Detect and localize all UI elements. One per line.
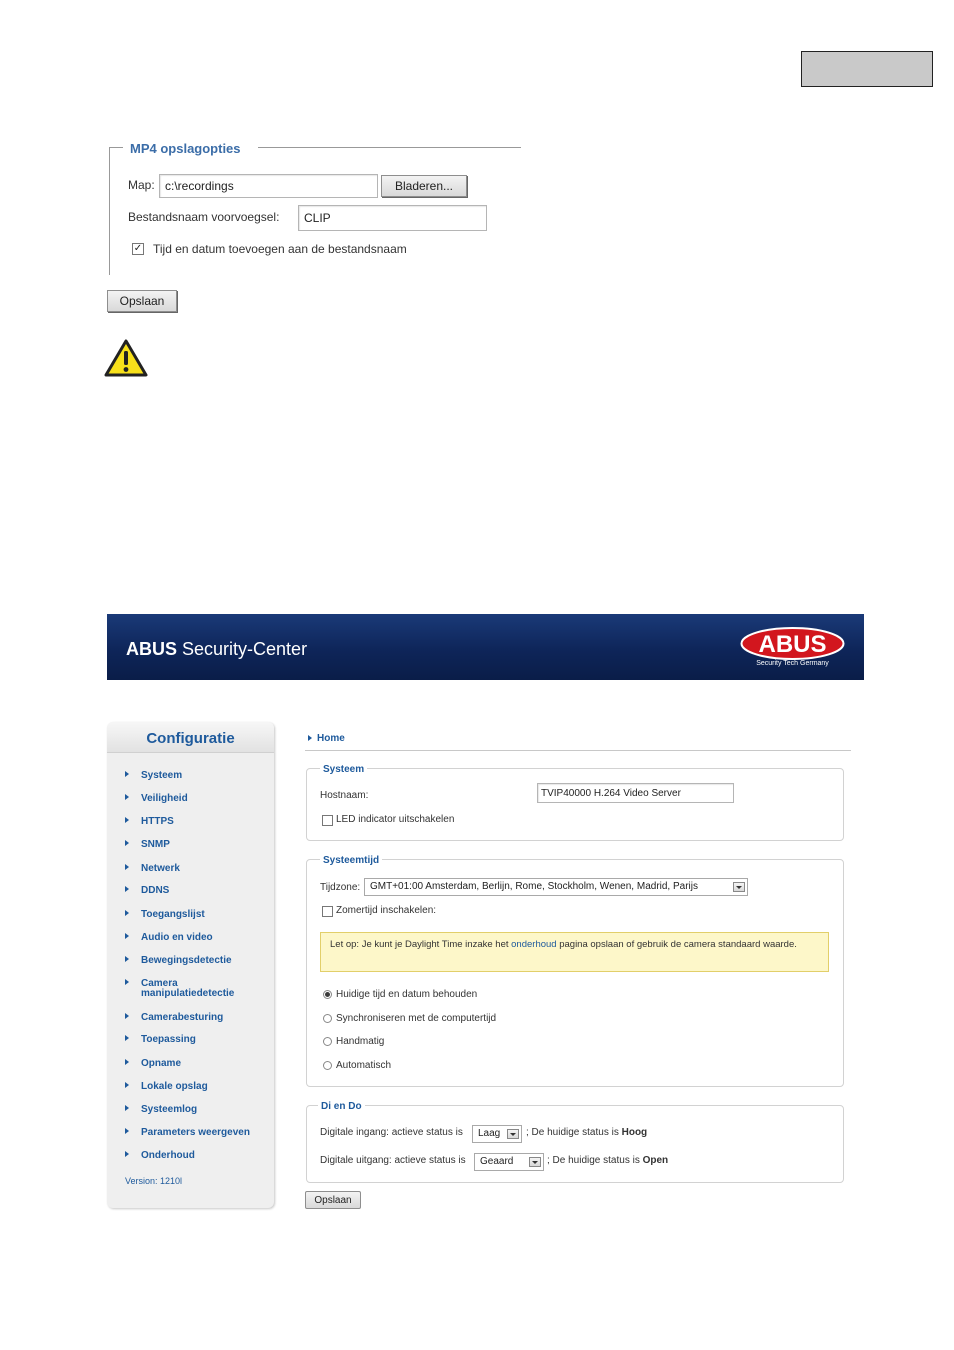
hostname-label: Hostnaam: <box>320 790 369 801</box>
digital-input-status: ; De huidige status is Hoog <box>526 1127 648 1138</box>
maintenance-link[interactable]: onderhoud <box>511 939 557 950</box>
save-button[interactable]: Opslaan <box>305 1191 361 1209</box>
radio-manual[interactable] <box>323 1037 332 1046</box>
digital-input-select[interactable]: Laag <box>472 1125 522 1143</box>
chevron-right-icon <box>125 1035 129 1041</box>
chevron-right-icon <box>125 1082 129 1088</box>
logo-subtext: Security Tech Germany <box>756 660 829 667</box>
hostname-input[interactable] <box>537 783 734 803</box>
breadcrumb-home[interactable]: Home <box>317 733 345 744</box>
page-marker-box <box>801 51 933 87</box>
mp4-fieldset-border-top <box>109 147 123 148</box>
svg-text:ABUS: ABUS <box>758 631 827 658</box>
abus-logo <box>740 627 845 660</box>
dst-checkbox[interactable] <box>322 906 333 917</box>
digital-output-label: Digitale uitgang: actieve status is <box>320 1155 466 1166</box>
chevron-right-icon <box>125 1128 129 1134</box>
chevron-down-icon <box>733 882 745 892</box>
dst-checkbox-label: Zomertijd inschakelen: <box>336 905 437 916</box>
chevron-right-icon <box>125 956 129 962</box>
mp4-save-button[interactable]: Opslaan <box>107 290 177 312</box>
led-checkbox[interactable] <box>322 815 333 826</box>
prefix-label: Bestandsnaam voorvoegsel: <box>128 210 280 224</box>
dio-fieldset <box>306 1105 844 1183</box>
timezone-select[interactable]: GMT+01:00 Amsterdam, Berlijn, Rome, Stockholm, Wenen, Madrid, Parijs <box>364 878 748 896</box>
systemtime-legend: Systeemtijd <box>320 855 382 866</box>
chevron-right-icon <box>125 1151 129 1157</box>
chevron-right-icon <box>125 794 129 800</box>
prefix-input[interactable] <box>298 205 487 231</box>
map-label: Map: <box>128 178 155 192</box>
radio-automatic-label: Automatisch <box>336 1060 392 1071</box>
warning-icon <box>103 338 149 378</box>
browse-button[interactable]: Bladeren... <box>381 175 467 197</box>
mp4-fieldset-border <box>109 147 110 275</box>
system-legend: Systeem <box>320 764 367 775</box>
chevron-right-icon <box>308 735 312 741</box>
chevron-right-icon <box>125 933 129 939</box>
app-title: ABUS Security-Center <box>126 639 308 659</box>
system-fieldset <box>306 768 844 841</box>
radio-keep-time[interactable] <box>323 990 332 999</box>
breadcrumb-divider <box>305 750 851 751</box>
digital-input-label: Digitale ingang: actieve status is <box>320 1127 463 1138</box>
dio-legend: Di en Do <box>318 1101 365 1112</box>
chevron-right-icon <box>125 910 129 916</box>
mp4-legend: MP4 opslagopties <box>130 141 241 156</box>
chevron-right-icon <box>125 771 129 777</box>
timestamp-checkbox-label: Tijd en datum toevoegen aan de bestandsnaam <box>153 242 407 256</box>
chevron-right-icon <box>125 1059 129 1065</box>
chevron-right-icon <box>125 1013 129 1019</box>
radio-keep-time-label: Huidige tijd en datum behouden <box>336 989 478 1000</box>
chevron-right-icon <box>125 1105 129 1111</box>
led-checkbox-label: LED indicator uitschakelen <box>336 814 455 825</box>
timestamp-checkbox[interactable]: ✓ <box>133 243 143 254</box>
radio-manual-label: Handmatig <box>336 1036 385 1047</box>
version-label: Version: 1210l <box>125 1176 183 1186</box>
chevron-down-icon <box>507 1129 519 1139</box>
chevron-right-icon <box>125 840 129 846</box>
timezone-label: Tijdzone: <box>320 882 361 893</box>
map-input[interactable] <box>159 174 378 198</box>
chevron-right-icon <box>125 864 129 870</box>
dst-note-text: Let op: Je kunt je Daylight Time inzake het onderhoud pagina opslaan of gebruik de camera standaard waarde. <box>330 939 797 950</box>
chevron-down-icon <box>529 1157 541 1167</box>
chevron-right-icon <box>125 979 129 985</box>
radio-sync-computer-label: Synchroniseren met de computertijd <box>336 1013 497 1024</box>
chevron-right-icon <box>125 817 129 823</box>
radio-sync-computer[interactable] <box>323 1014 332 1023</box>
radio-automatic[interactable] <box>323 1061 332 1070</box>
digital-output-select[interactable]: Geaard <box>474 1153 544 1171</box>
mp4-fieldset-border-top <box>258 147 521 148</box>
chevron-right-icon <box>125 886 129 892</box>
digital-output-status: ; De huidige status is Open <box>547 1155 669 1166</box>
sidebar-title: Configuratie <box>146 730 235 747</box>
